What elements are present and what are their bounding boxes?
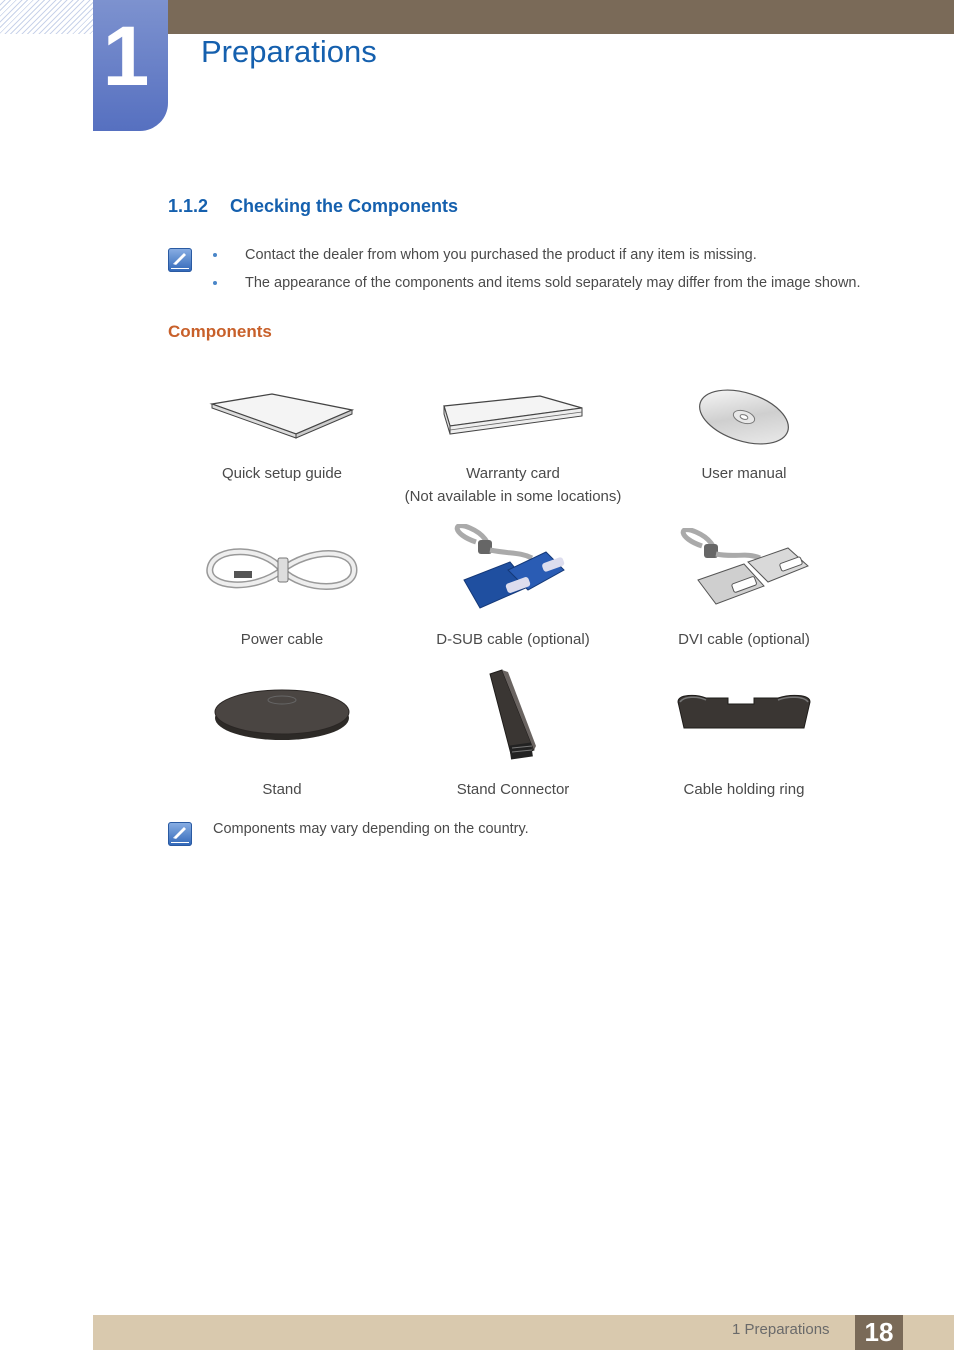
item-subcaption: (Not available in some locations) [404,488,622,505]
item-caption: Stand Connector [456,781,570,798]
item-caption: Quick setup guide [221,465,343,482]
item-caption: Warranty card [466,465,560,482]
page-number: 18 [864,1317,894,1347]
chapter-number: 1 [102,9,150,103]
item-caption: User manual [701,465,787,482]
bullet-icon [213,281,217,285]
note-item: Contact the dealer from whom you purchased the product if any item is missing. [213,246,861,274]
item-caption: Stand [262,781,302,798]
bullet-icon [213,253,217,257]
components-heading: Components [168,322,272,341]
note-icon [168,822,192,846]
note-list [213,246,861,302]
footer-chapter-label: 1 Preparations [732,1321,830,1338]
stand-base-icon [212,686,352,744]
bottom-note-text: Components may vary depending on the country. [213,821,529,837]
header-bar [168,0,954,34]
card-icon [440,394,586,440]
stand-connector-icon [486,668,540,762]
dsub-cable-icon [450,524,578,614]
section-title: Checking the Components [230,196,459,216]
cable-ring-icon [674,692,814,732]
cd-icon [694,388,794,446]
header-hatch-decoration [0,0,93,34]
dvi-cable-icon [676,528,812,608]
section-number: 1.1.2 [168,196,209,216]
chapter-title: Preparations [201,34,377,69]
item-caption: Cable holding ring [683,781,805,798]
item-caption: D-SUB cable (optional) [436,631,590,648]
note-item: The appearance of the components and items sold separately may differ from the image shown. [213,274,861,302]
item-caption: DVI cable (optional) [678,631,810,648]
note-icon [168,248,192,272]
item-caption: Power cable [240,631,324,648]
power-cable-icon [204,540,360,600]
section-heading [168,196,458,217]
booklet-icon [208,390,356,442]
